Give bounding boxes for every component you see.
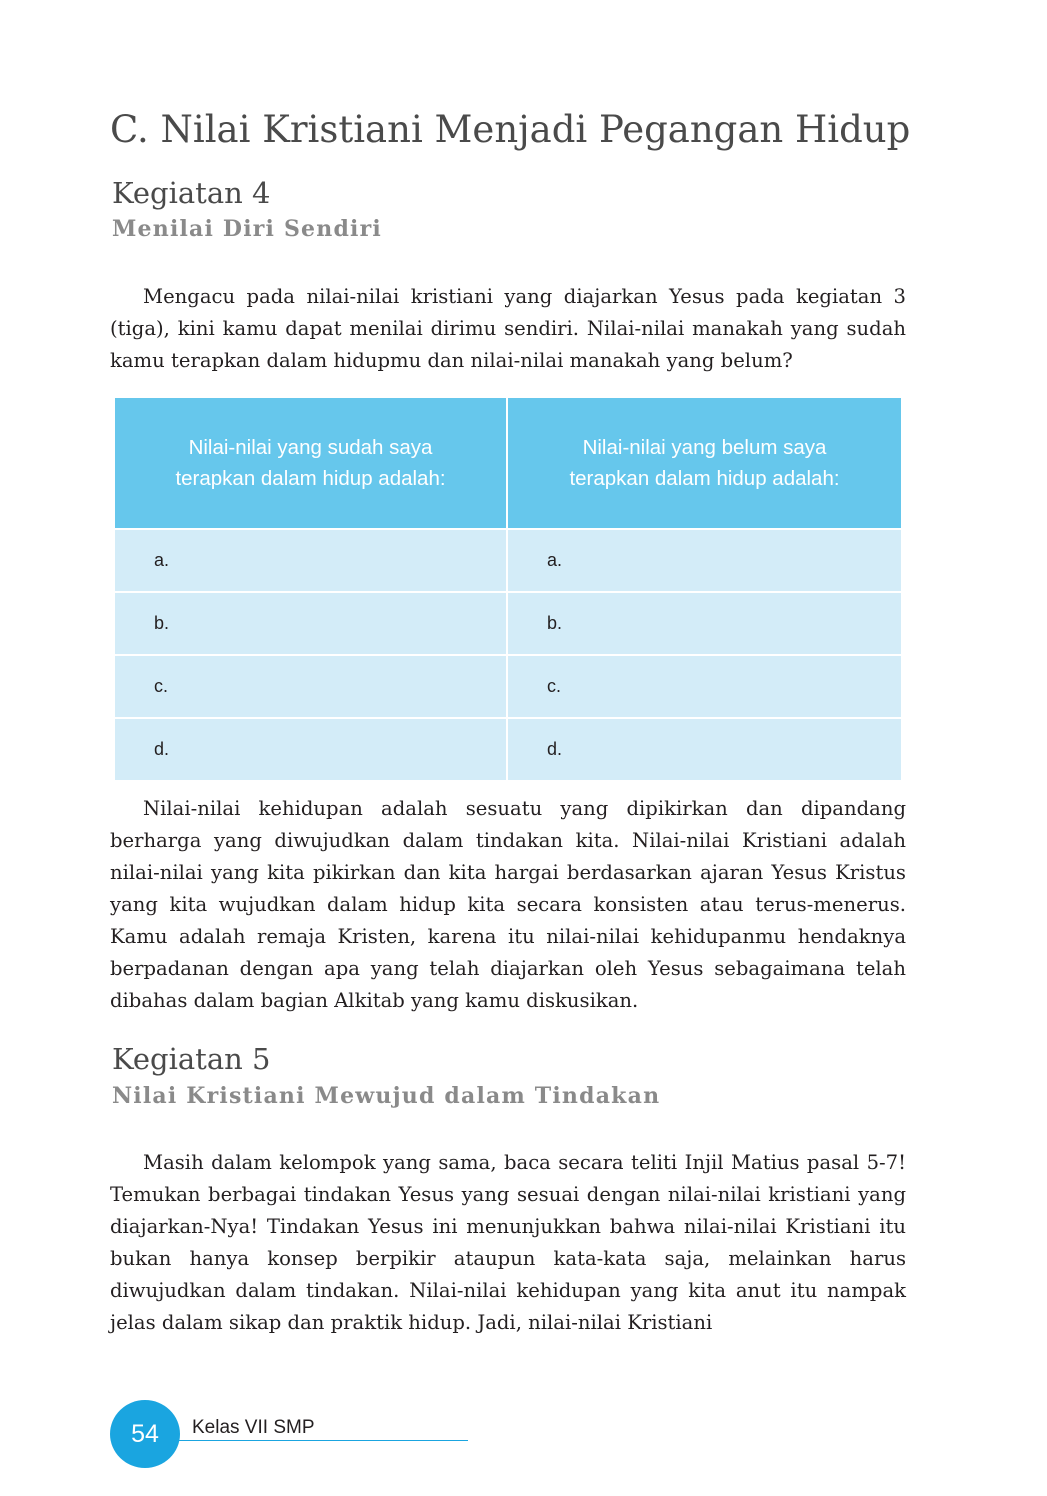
applied-value-cell: b. [115,591,508,654]
values-table [115,398,901,780]
body-paragraph: Nilai-nilai kehidupan adalah sesuatu yang dipikirkan dan dipandang berharga yang diwujudkan dalam tindakan kita. Nilai-nilai Kristiani adalah nilai-nilai yang kita pikirkan dan kita hargai berdasarkan ajaran Yesus Kristus yang kita wujudkan dalam hidup kita secara konsisten atau terus-menerus. Kamu adalah remaja Kristen, karena itu nilai-nilai kehidupanmu hendaknya berpadanan dengan apa yang telah diajarkan oleh Yesus sebagaimana telah dibahas dalam bagian Alkitab yang kamu diskusikan. [110,797,906,1012]
header-applied-values: Nilai-nilai yang sudah saya terapkan dalam hidup adalah: [115,398,508,528]
unapplied-value-cell: c. [508,654,901,717]
applied-value-cell: c. [115,654,508,717]
values-table-header-row [115,398,901,528]
activity-5-title: Kegiatan 5 [112,1042,271,1076]
applied-value-cell: d. [115,717,508,780]
activity-5-intro: Masih dalam kelompok yang sama, baca secara teliti Injil Matius pasal 5-7! Temukan berbagai tindakan Yesus yang sesuai dengan nilai-nilai kristiani yang diajarkan-Nya! Tindakan Yesus ini menunjukkan bahwa nilai-nilai Kristiani itu bukan hanya konsep berpikir ataupun kata-kata saja, melainkan harus diwujudkan dalam tindakan. Nilai-nilai kehidupan yang kita anut itu nampak jelas dalam sikap dan praktik hidup. Jadi, nilai-nilai Kristiani [110,1151,906,1334]
unapplied-value-cell: a. [508,528,901,591]
page-number: 54 [110,1400,180,1468]
activity-4-intro: Mengacu pada nilai-nilai kristiani yang diajarkan Yesus pada kegiatan 3 (tiga), kini kamu dapat menilai dirimu sendiri. Nilai-nilai manakah yang sudah kamu terapkan dalam hidupmu dan nilai-nilai manakah yang belum? [110,285,906,372]
header-unapplied-values: Nilai-nilai yang belum saya terapkan dalam hidup adalah: [508,398,901,528]
table-row [115,591,901,654]
table-row [115,717,901,780]
footer-rule [176,1440,468,1441]
section-title: C. Nilai Kristiani Menjadi Pegangan Hidup [110,108,911,151]
book-label: Kelas VII SMP [192,1417,315,1438]
unapplied-value-cell: d. [508,717,901,780]
applied-value-cell: a. [115,528,508,591]
table-row [115,654,901,717]
table-row [115,528,901,591]
unapplied-value-cell: b. [508,591,901,654]
activity-4-subtitle: Menilai Diri Sendiri [112,216,382,242]
activity-4-title: Kegiatan 4 [112,176,271,210]
activity-5-subtitle: Nilai Kristiani Mewujud dalam Tindakan [112,1083,661,1109]
